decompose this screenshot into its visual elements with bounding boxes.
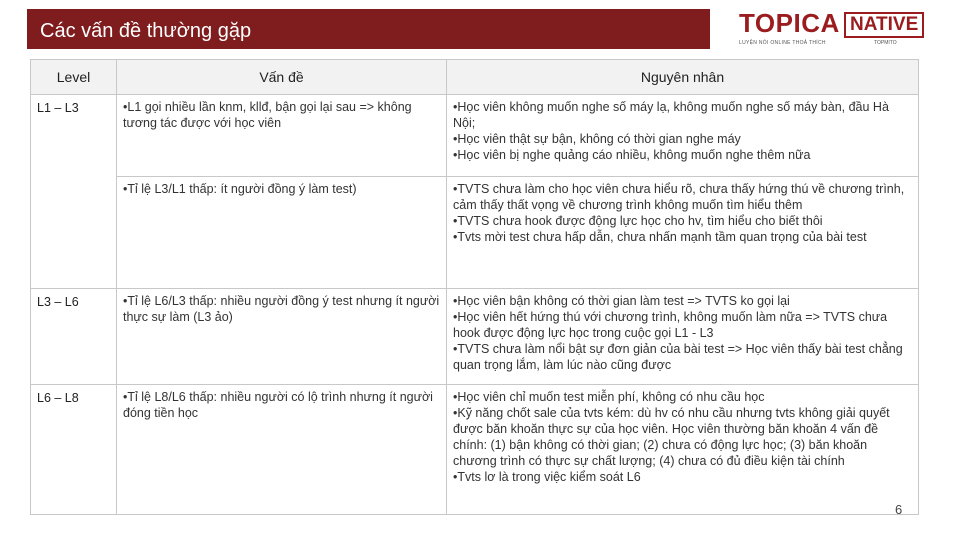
issues-table [30, 59, 919, 515]
cause-cell [447, 289, 919, 385]
cause-line: •Tvts lơ là trong việc kiểm soát L6 [453, 470, 641, 484]
level-cell: L3 – L6 [31, 289, 117, 385]
cause-line: •Học viên chỉ muốn test miễn phí, không có nhu cầu học [453, 390, 765, 404]
cause-cell [447, 177, 919, 289]
cause-line: •Tvts mời test chưa hấp dẫn, chưa nhấn mạnh tầm quan trọng của bài test [453, 230, 867, 244]
header-level: Level [31, 60, 117, 95]
logo-sub: TOPMITO [874, 40, 897, 46]
level-cell: L6 – L8 [31, 385, 117, 515]
issue-cell: •Tỉ lệ L8/L6 thấp: nhiều người có lộ trình nhưng ít người đóng tiền học [117, 385, 447, 515]
cause-line: •Học viên bận không có thời gian làm test => TVTS ko gọi lại [453, 294, 790, 308]
cause-line: •TVTS chưa làm cho học viên chưa hiểu rõ, chưa thấy hứng thú về chương trình, cảm thấy thất vọng về chương trình không muốn tìm hiểu thêm [453, 182, 905, 212]
cause-cell [447, 95, 919, 177]
title-bar [27, 9, 710, 49]
cause-line: •TVTS chưa làm nổi bật sự đơn giản của bài test => Học viên thấy bài test chẳng quan trọng lắm, làm lúc nào cũng được [453, 342, 903, 372]
logo-brand-text: TOPICA [739, 8, 840, 38]
cause-line: •Học viên thật sự bận, không có thời gian nghe máy [453, 132, 741, 146]
table-row [31, 95, 919, 177]
table-row [31, 289, 919, 385]
logo-native-badge: NATIVE [844, 12, 924, 38]
logo-tagline: LUYỆN NÓI ONLINE THOẢ THÍCH [739, 40, 826, 46]
cause-line: •Học viên bị nghe quảng cáo nhiều, không muốn nghe thêm nữa [453, 148, 811, 162]
cause-line: •Học viên không muốn nghe số máy lạ, không muốn nghe số máy bàn, đầu Hà Nội; [453, 100, 889, 130]
header-cause: Nguyên nhân [447, 60, 919, 95]
issue-cell: •L1 gọi nhiều lần knm, kllđ, bận gọi lại sau => không tương tác được với học viên [117, 95, 447, 177]
level-cell: L1 – L3 [31, 95, 117, 289]
page-title: Các vấn đề thường gặp [40, 20, 252, 42]
issue-cell: •Tỉ lệ L6/L3 thấp: nhiều người đồng ý test nhưng ít người thực sự làm (L3 ảo) [117, 289, 447, 385]
cause-line: •Học viên hết hứng thú với chương trình, không muốn làm nữa => TVTS chưa hook được động lực học trong cuộc gọi L1 - L3 [453, 310, 888, 340]
cause-line: •TVTS chưa hook được động lực học cho hv, tìm hiểu cho biết thôi [453, 214, 823, 228]
header-issue: Vấn đề [117, 60, 447, 95]
brand-logo [731, 6, 928, 48]
table-row [31, 385, 919, 515]
issue-cell: •Tỉ lệ L3/L1 thấp: ít người đồng ý làm test) [117, 177, 447, 289]
table-header-row [31, 60, 919, 95]
cause-line: •Kỹ năng chốt sale của tvts kém: dù hv có nhu cầu nhưng tvts không giải quyết được băn khoăn thực sự của học viên. Học viên thường băn khoăn 4 vấn đề chính: (1) bận không có thời gian; (2) chưa có động lực học; (3) băn khoăn chương trình có thực sự chất lượng; (4) chưa có đủ điều kiện tài chính [453, 406, 890, 468]
page-number: 6 [895, 502, 903, 517]
cause-cell [447, 385, 919, 515]
table-row [31, 177, 919, 289]
